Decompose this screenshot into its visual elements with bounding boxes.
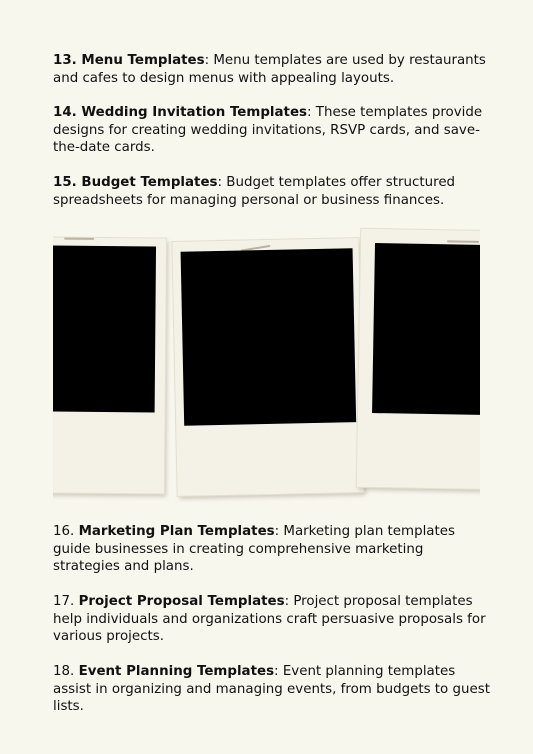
item-text: : Event planning templates assist in organizing and managing events, from budgets to guest lists. [53,664,490,714]
item-text: : Marketing plan templates guide businesses in creating comprehensive marketing strategies and plans. [53,524,455,574]
list-item-project-proposal-templates [53,593,493,646]
list-item-menu-templates [53,52,493,87]
polaroid-photo-right [357,229,480,489]
list-item-event-planning-templates [53,663,493,716]
polaroid-clip [64,238,94,240]
list-item-budget-templates [53,174,493,209]
polaroid-photo-left [53,237,166,493]
polaroid-image-black [372,243,480,415]
polaroid-clip [447,240,479,243]
list-item-marketing-plan-templates [53,523,493,576]
item-title: Project Proposal Templates [78,594,285,609]
item-text: : Project proposal templates help individuals and organizations craft persuasive proposals for various projects. [53,594,486,644]
item-text: : Budget templates offer structured spreadsheets for managing personal or business finances. [53,175,456,208]
item-text: : Menu templates are used by restaurants and cafes to design menus with appealing layouts. [53,53,486,86]
item-number: 17. [53,594,79,609]
polaroid-image-black [53,246,156,413]
item-title: 14. Wedding Invitation Templates [53,105,308,120]
item-title: Event Planning Templates [78,664,275,679]
item-text: : These templates provide designs for creating wedding invitations, RSVP cards, and save-the-date cards. [53,105,483,155]
item-number: 18. [53,664,79,679]
item-number: 16. [53,524,79,539]
polaroid-image-black [181,248,357,426]
list-item-wedding-invitation-templates [53,104,493,157]
polaroid-photo-collage [53,226,480,506]
item-title: Marketing Plan Templates [78,524,275,539]
item-title: 13. Menu Templates [53,53,205,68]
polaroid-photo-center [172,238,363,496]
item-title: 15. Budget Templates [53,175,218,190]
